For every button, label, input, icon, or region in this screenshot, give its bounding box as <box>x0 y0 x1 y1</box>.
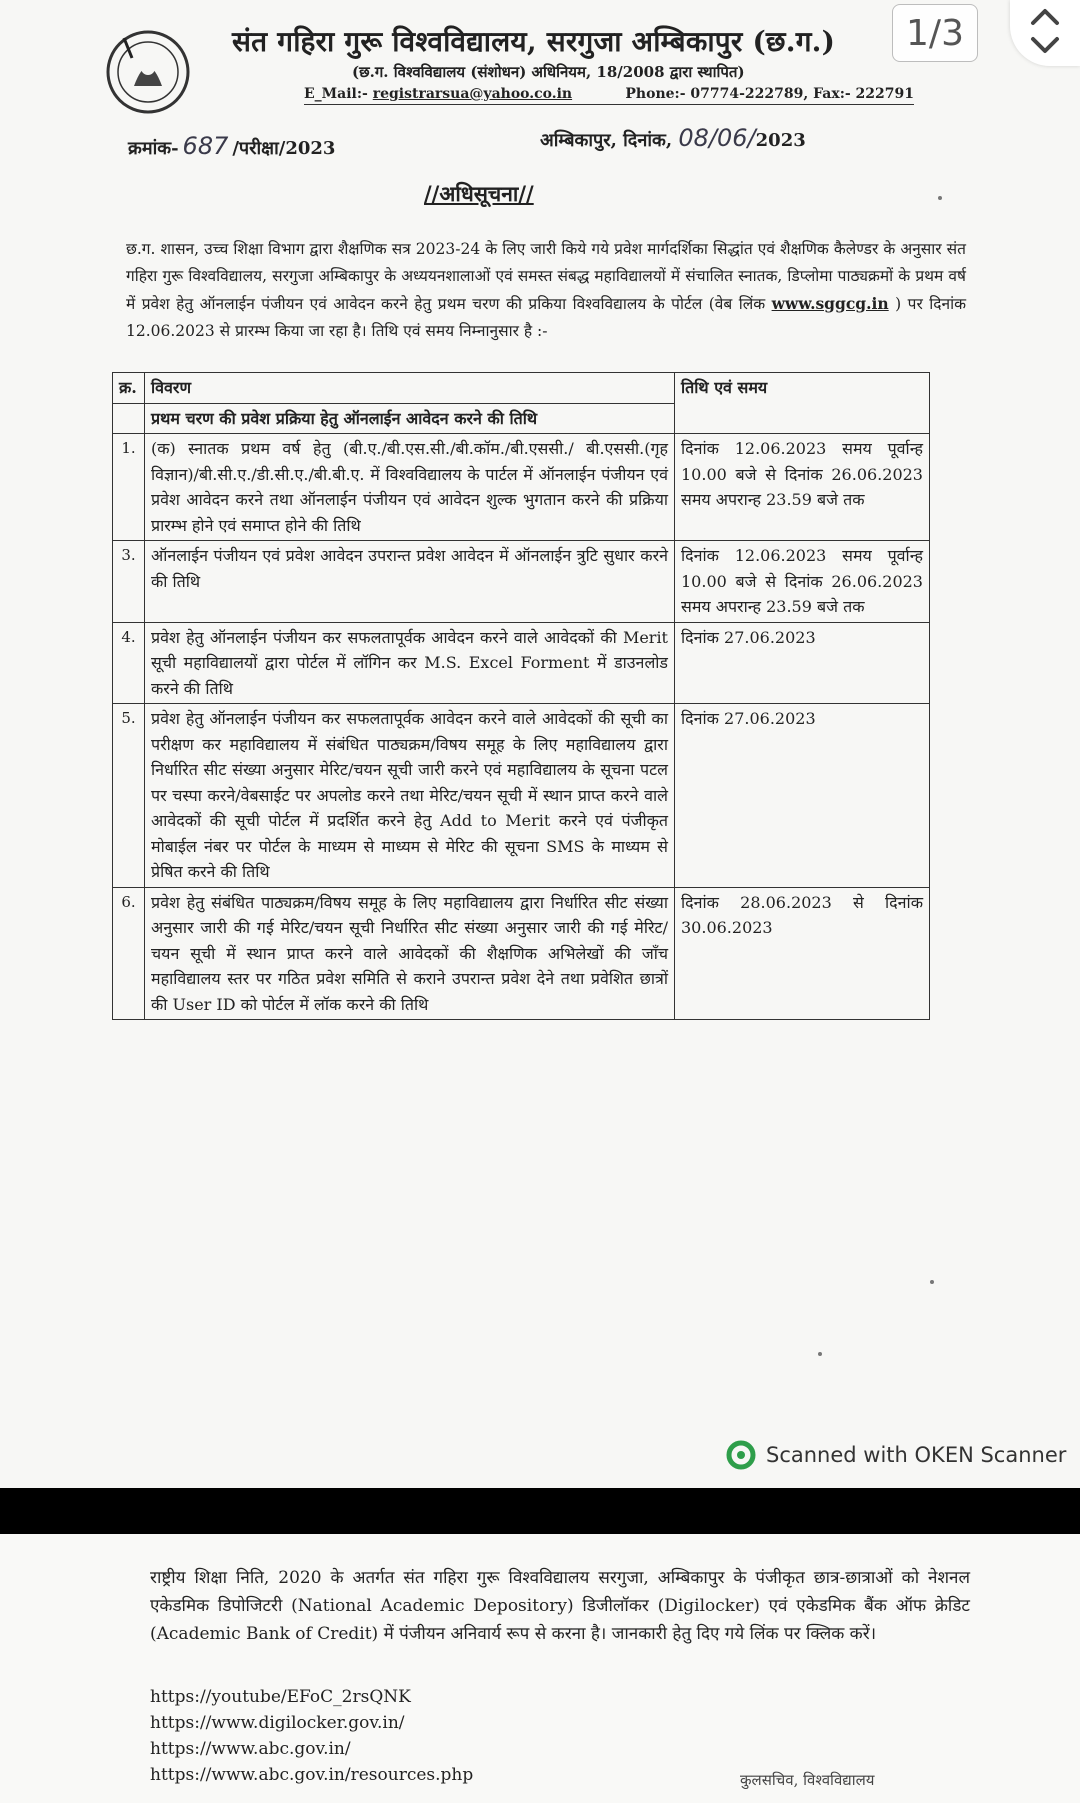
scan-speck <box>818 1352 822 1356</box>
reference-number <box>128 132 335 160</box>
page-navigation[interactable] <box>1010 0 1080 66</box>
date-year: 2023 <box>755 130 806 151</box>
row-sno: 3. <box>113 541 145 623</box>
intro-text-after: ) पर दिनांक 12.06.2023 से प्रारम्भ किया जा रहा है। तिथि एवं समय निम्नानुसार है :- <box>126 295 967 340</box>
portal-link[interactable]: www.sggcg.in <box>771 294 889 313</box>
reference-suffix: /परीक्षा/2023 <box>232 138 336 159</box>
row-date-time: दिनांक 12.06.2023 समय पूर्वान्ह 10.00 बजे से दिनांक 26.06.2023 समय अपरान्ह 23.59 बजे तक <box>675 541 930 623</box>
row-description: (क) स्नातक प्रथम वर्ष हेतु (बी.ए./बी.एस.सी./बी.कॉम./बी.एससी./ बी.एससी.(गृह विज्ञान)/बी.सी.ए./डी.सी.ए./बी.बी.ए. में विश्वविद्यालय के पार्टल में ऑनलाईन पंजीयन एवं प्रवेश आवेदन करने तथा ऑनलाईन पंजीयन एवं आवेदन शुल्क भुगतान करने की प्रक्रिया प्रारम्भ होने एवं समाप्त होने की तिथि <box>145 434 675 541</box>
row-date-time: दिनांक 28.06.2023 से दिनांक 30.06.2023 <box>675 887 930 1020</box>
row-description: प्रवेश हेतु ऑनलाईन पंजीयन कर सफलतापूर्वक आवेदन करने वाले आवेदकों की सूची का परीक्षण कर महाविद्यालय में संबंधित पाठ्यक्रम/विषय समूह के लिए महाविद्यालय द्वारा निर्धारित सीट संख्या अनुसार मेरिट/चयन सूची जारी करने एवं महाविद्यालय के सूचना पटल पर चस्पा करने/वेबसाईट पर अपलोड करने तथा मेरिट/चयन सूची में स्थान प्राप्त करने वाले आवेदकों की सूची पोर्टल में प्रदर्शित करने हेतु Add to Merit करने एवं पंजीकृत मोबाईल नंबर पर पोर्टल के माध्यम से माध्यम से मेरिट की सूचना SMS के माध्यम से प्रेषित करने की तिथि <box>145 704 675 888</box>
place-date-label: अम्बिकापुर, दिनांक, <box>540 130 673 151</box>
oken-scanner-icon <box>726 1440 756 1470</box>
row-description: प्रवेश हेतु संबंधित पाठ्यक्रम/विषय समूह के लिए महाविद्यालय द्वारा निर्धारित सीट संख्या अनुसार जारी की गई मेरिट/चयन सूची निर्धारित सीट संख्या अनुसार जारी की गई मेरिट/चयन सूची में स्थान प्राप्त करने वाले आवेदकों की शैक्षणिक अभिलेखों की जाँच महाविद्यालय स्तर पर गठित प्रवेश समिति से कराने उपरान्त प्रवेश देने तथा प्रवेशित छात्रों की User ID को पोर्टल में लॉक करने की तिथि <box>145 887 675 1020</box>
scan-speck <box>938 196 942 200</box>
row-description: ऑनलाईन पंजीयन एवं प्रवेश आवेदन उपरान्त प्रवेश आवेदन में ऑनलाईन त्रुटि सुधार करने की तिथि <box>145 541 675 623</box>
header-description: विवरण <box>145 373 675 404</box>
row-sno: 6. <box>113 887 145 1020</box>
reference-prefix: क्रमांक- <box>128 138 179 159</box>
table-row <box>113 541 930 623</box>
chevron-up-icon[interactable] <box>1028 6 1062 28</box>
scan-speck <box>930 1280 934 1284</box>
page2-footer-partial: कुलसचिव, विश्वविद्यालय <box>740 1771 875 1789</box>
phase-empty-cell <box>113 403 145 434</box>
intro-text-before: छ.ग. शासन, उच्च शिक्षा विभाग द्वारा शैक्षणिक सत्र 2023-24 के लिए जारी किये गये प्रवेश मार्गदर्शिका सिद्धांत एवं शैक्षणिक कैलेण्डर के अनुसार संत गहिरा गुरू विश्वविद्यालय, सरगुजा अम्बिकापुर के अध्ययनशालाओं एवं समस्त संबद्ध महाविद्यालयों में संचालित स्नातक, डिप्लोमा पाठ्यक्रमों के प्रथम वर्ष में प्रवेश हेतु ऑनलाईन पंजीयन एवं आवेदन करने हेतु प्रथम चरण की प्रकिया विश्वविद्यालय के पोर्टल (वेब लिंक <box>126 240 966 313</box>
scanner-watermark <box>726 1440 1066 1470</box>
phone-fax: Phone:- 07774-222789, Fax:- 222791 <box>625 86 914 102</box>
table-row <box>113 622 930 704</box>
resource-links <box>150 1684 473 1788</box>
scanner-watermark-text: Scanned with OKEN Scanner <box>766 1443 1067 1467</box>
email-address: registrarsua@yahoo.co.in <box>372 86 573 102</box>
header-date-time: तिथि एवं समय <box>675 373 930 434</box>
row-date-time: दिनांक 12.06.2023 समय पूर्वान्ह 10.00 बजे से दिनांक 26.06.2023 समय अपरान्ह 23.59 बजे तक <box>675 434 930 541</box>
table-row <box>113 704 930 888</box>
row-sno: 1. <box>113 434 145 541</box>
page-counter: 1/3 <box>892 4 978 62</box>
row-sno: 4. <box>113 622 145 704</box>
reference-handwritten-number: 687 <box>182 132 229 160</box>
row-date-time: दिनांक 27.06.2023 <box>675 704 930 888</box>
table-row <box>113 434 930 541</box>
row-description: प्रवेश हेतु ऑनलाईन पंजीयन कर सफलतापूर्वक आवेदन करने वाले आवेदकों की Merit सूची महाविद्यालयों द्वारा पोर्टल में लॉगिन कर M.S. Excel Forment में डाउनलोड करने की तिथि <box>145 622 675 704</box>
link-youtube[interactable]: https://youtube/EFoC_2rsQNK <box>150 1687 411 1707</box>
university-logo-icon <box>104 28 192 116</box>
place-date <box>540 124 806 152</box>
contact-row <box>304 86 914 105</box>
university-name: संत गहिरा गुरू विश्वविद्यालय, सरगुजा अम्बिकापुर (छ.ग.) <box>232 25 836 58</box>
row-date-time: दिनांक 27.06.2023 <box>675 622 930 704</box>
table-header-row <box>113 373 930 404</box>
table-row <box>113 887 930 1020</box>
document-page-2 <box>0 1534 1080 1803</box>
notice-title: //अधिसूचना// <box>424 181 534 206</box>
header-sno: क्र. <box>113 373 145 404</box>
schedule-table <box>112 372 930 1020</box>
email-line <box>304 86 572 102</box>
link-abc-resources[interactable]: https://www.abc.gov.in/resources.php <box>150 1765 474 1785</box>
university-sub-title: (छ.ग. विश्वविद्यालय (संशोधन) अधिनियम, 18/2008 द्वारा स्थापित) <box>352 63 745 81</box>
phase-title: प्रथम चरण की प्रवेश प्रक्रिया हेतु ऑनलाईन आवेदन करने की तिथि <box>145 403 675 434</box>
link-abc[interactable]: https://www.abc.gov.in/ <box>150 1739 351 1759</box>
email-label: E_Mail:- <box>304 86 368 102</box>
intro-paragraph <box>126 236 966 345</box>
page-separator <box>0 1488 1080 1534</box>
handwritten-date: 08/06/ <box>678 124 756 152</box>
chevron-down-icon[interactable] <box>1028 34 1062 56</box>
row-sno: 5. <box>113 704 145 888</box>
page2-paragraph: राष्ट्रीय शिक्षा निति, 2020 के अतर्गत संत गहिरा गुरू विश्वविद्यालय सरगुजा, अम्बिकापुर के पंजीकृत छात्र-छात्राओं को नेशनल एकेडमिक डिपोजिटरी (National Academic Depository) डिजीलॉकर (Digilocker) एवं एकेडमिक बैंक ऑफ क्रेडिट (Academic Bank of Credit) में पंजीयन अनिवार्य रूप से करना है। जानकारी हेतु दिए गये लिंक पर क्लिक करें। <box>150 1568 970 1644</box>
link-digilocker[interactable]: https://www.digilocker.gov.in/ <box>150 1713 405 1733</box>
